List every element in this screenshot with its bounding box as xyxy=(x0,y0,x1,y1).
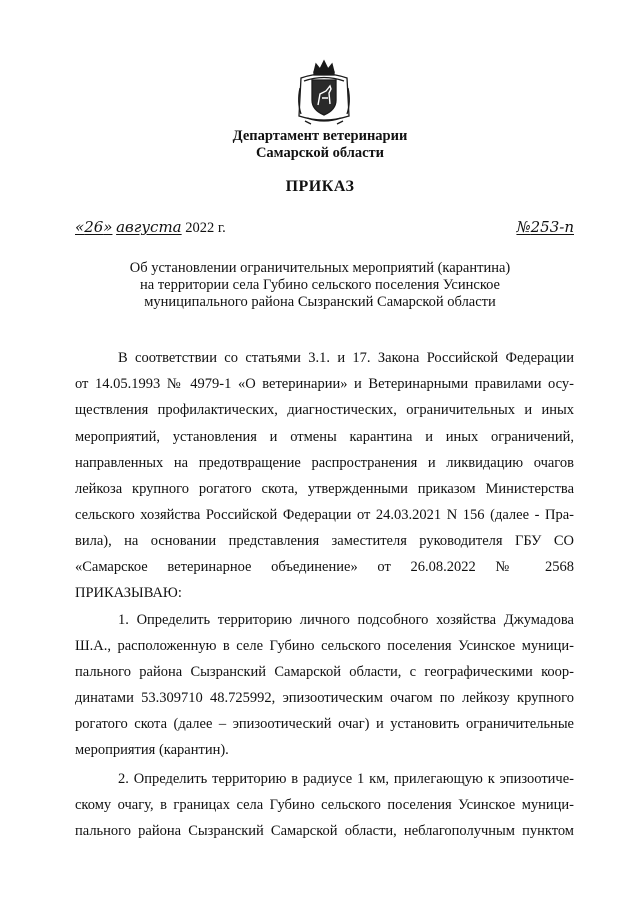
item1-line: Ш.А., расположенную в селе Губино сельского поселения Усинское муници- xyxy=(75,638,574,654)
item1-line: динатами 53.309710 48.725992, эпизоотическим очагом по лейкозу крупного xyxy=(75,690,574,706)
department-region: Самарской области xyxy=(255,145,385,161)
item1-line: 1. Определить территорию личного подсобного хозяйства Джумадова xyxy=(118,612,574,628)
number-prefix: № xyxy=(516,218,531,236)
item2-line: скому очагу, в границах села Губино сельского поселения Усинское муници- xyxy=(75,797,574,813)
preamble-line: мероприятий, установления и отмены карантина и иных ограничений, xyxy=(75,429,574,445)
coat-of-arms-icon xyxy=(293,58,355,128)
date-open-quote: « xyxy=(75,218,85,236)
subject-line: на территории села Губино сельского поселения Усинское xyxy=(140,277,500,293)
preamble-line: от 14.05.1993 № 4979-1 «О ветеринарии» и Ветеринарными правилами осу- xyxy=(75,376,574,392)
order-word: ПРИКАЗЫВАЮ: xyxy=(75,585,182,601)
date-close-quote: » xyxy=(103,218,113,236)
number-value: 253-п xyxy=(530,218,574,236)
preamble-line: лейкоза крупного рогатого скота, утвержденными приказом Министерства xyxy=(75,481,574,497)
subject-line: муниципального района Сызранский Самарской области xyxy=(144,294,496,310)
preamble-line: ществления профилактических, диагностических, ограничительных и иных xyxy=(75,402,574,418)
item1-line: рогатого скота (далее – эпизоотический очаг) и установить ограничительные xyxy=(75,716,574,732)
order-number xyxy=(516,218,574,237)
item1-line: пального района Сызранский Самарской области, с географическими коор- xyxy=(75,664,574,680)
preamble-line: «Самарское ветеринарное объединение» от 26.08.2022 № 2568 xyxy=(75,559,574,575)
date-year: 2022 г. xyxy=(185,220,226,236)
subject-line: Об установлении ограничительных мероприятий (карантина) xyxy=(129,260,511,276)
document-title: ПРИКАЗ xyxy=(285,178,355,195)
item2-line: пального района Сызранский Самарской области, неблагополучным пунктом xyxy=(75,823,574,839)
preamble-line: вила), на основании представления заместителя руководителя ГБУ СО xyxy=(75,533,574,549)
date-day: 26 xyxy=(84,218,104,236)
order-date xyxy=(75,218,226,237)
item2-line: 2. Определить территорию в радиусе 1 км, прилегающую к эпизоотиче- xyxy=(118,771,574,787)
item1-line: мероприятия (карантин). xyxy=(75,742,229,758)
preamble-line: В соответствии со статьями 3.1. и 17. Закона Российской Федерации xyxy=(118,350,574,366)
preamble-line: сельского хозяйства Российской Федерации от 24.03.2021 N 156 (далее - Пра- xyxy=(75,507,574,523)
preamble-line: направленных на предотвращение распространения и ликвидацию очагов xyxy=(75,455,574,471)
department-name: Департамент ветеринарии xyxy=(232,128,408,144)
date-month: августа xyxy=(116,218,182,236)
